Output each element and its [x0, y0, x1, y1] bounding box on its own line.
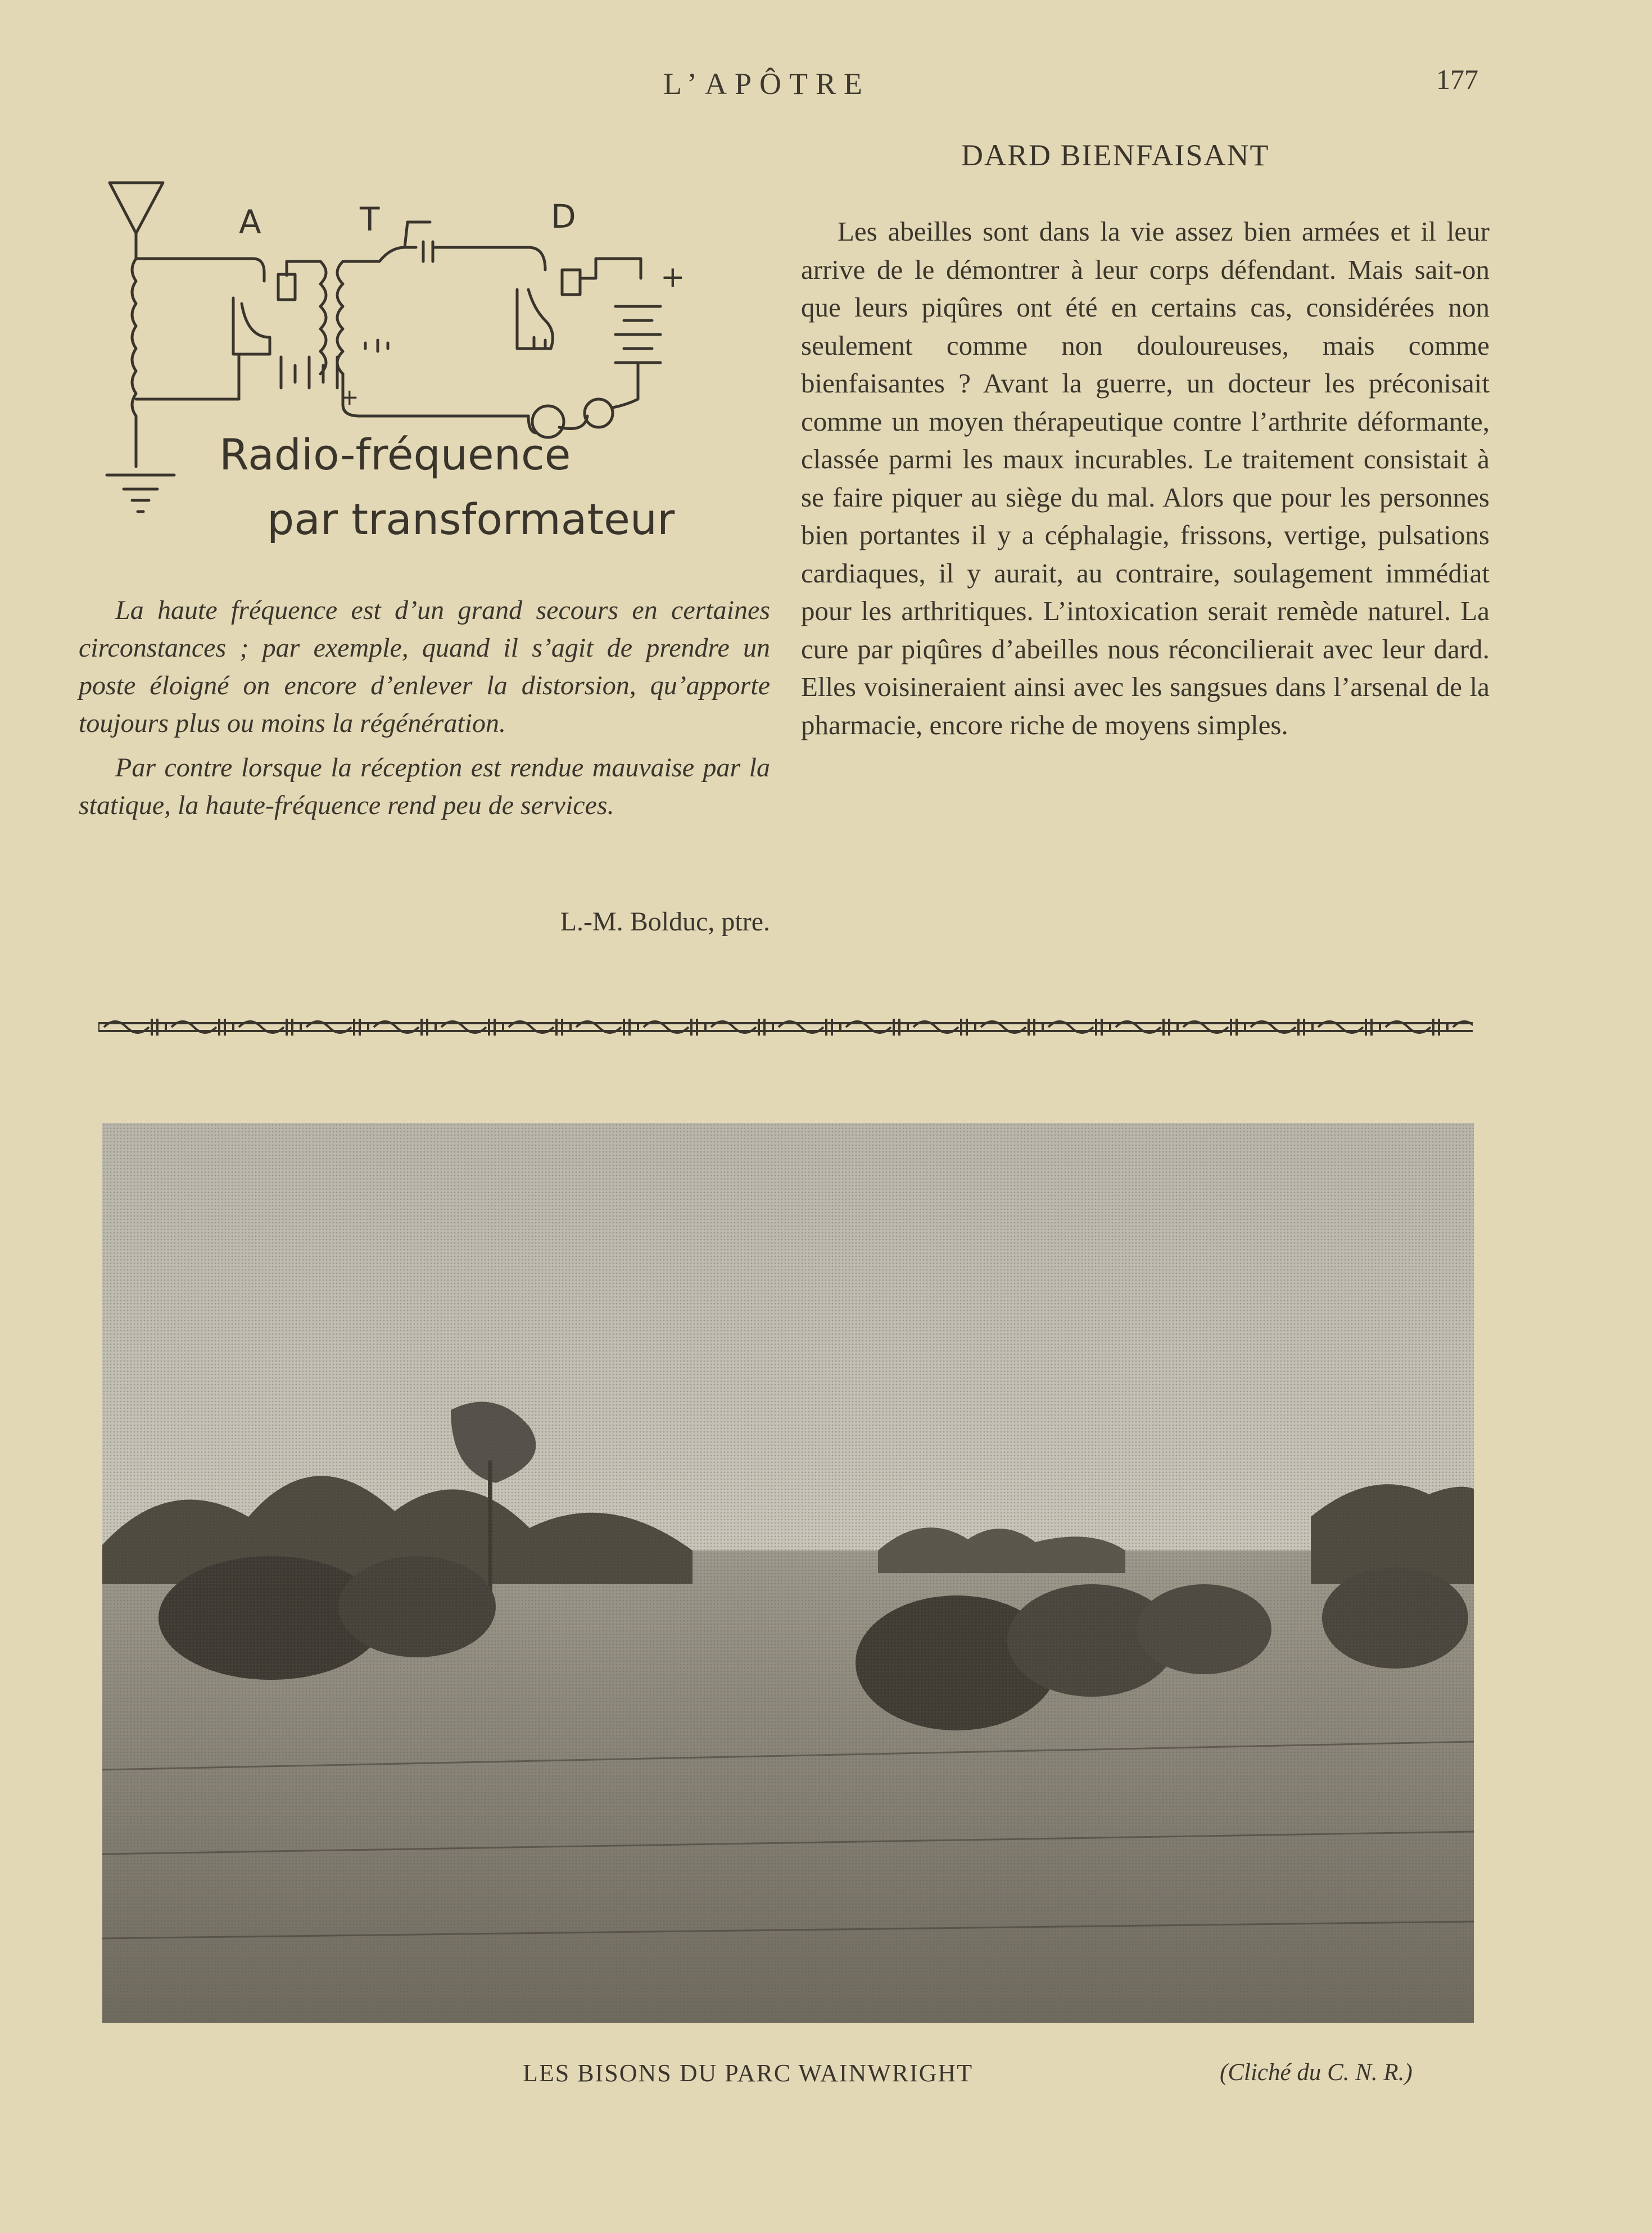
page-number: 177 [1436, 64, 1478, 95]
diagram-caption-line2: par transformateur [267, 494, 675, 544]
running-header: L’APÔTRE [663, 67, 871, 101]
left-paragraph-1: La haute fréquence est d’un grand secours en certaines circonstances ; par exemple, quand il s’agit de prendre un poste éloigné on encore d’enlever la distorsion, qu’apporte toujours plus ou moins la régénération. [79, 595, 770, 738]
photo-credit: (Cliché du C. N. R.) [1220, 2059, 1413, 2086]
right-article-body: Les abeilles sont dans la vie assez bien armées et il leur arrive de le démontrer à leur corps défendant. Mais sait-on que leurs piqûres ont été en certains cas, considérées non seulement comme non douloureuses, mais comme bienfaisantes ? Avant la guerre, un docteur les préconisait comme un moyen thérapeutique contre l’arthrite déformante, classée parmi les maux incurables. Le traitement consistait à se faire piquer au siège du mal. Alors que pour les personnes bien portantes il y a céphalagie, frissons, vertige, pulsations cardiaques, il y aurait, au contraire, soulagement immédiat pour les arthritiques. L’intoxication serait remède naturel. La cure par piqûres d’abeilles nous réconcilierait avec leur dard. Elles voisineraient ainsi avec les sangsues dans l’arsenal de la pharmacie, encore riche de moyens simples. [801, 216, 1490, 740]
antenna-symbol [110, 183, 163, 233]
photo-caption: LES BISONS DU PARC WAINWRIGHT [523, 2059, 974, 2087]
label-t: T [360, 200, 380, 238]
label-d: D [551, 197, 576, 236]
antenna-coil [132, 259, 136, 416]
right-article [801, 213, 1490, 744]
label-a: A [239, 203, 261, 241]
circuit-diagram [101, 169, 764, 573]
label-plus-top: + [660, 260, 685, 294]
diagram-caption-line1: Radio-fréquence [219, 430, 571, 480]
left-paragraph-2: Par contre lorsque la réception est rendue mauvaise par la statique, la haute-fréquence rend peu de services. [79, 753, 770, 820]
author-signature: L.-M. Bolduc, ptre. [560, 907, 770, 937]
ornamental-divider [98, 1013, 1473, 1041]
left-article [79, 591, 770, 831]
label-plus-bottom: + [340, 385, 359, 410]
bison-photograph [102, 1123, 1474, 2023]
article-title: DARD BIENFAISANT [961, 138, 1270, 172]
